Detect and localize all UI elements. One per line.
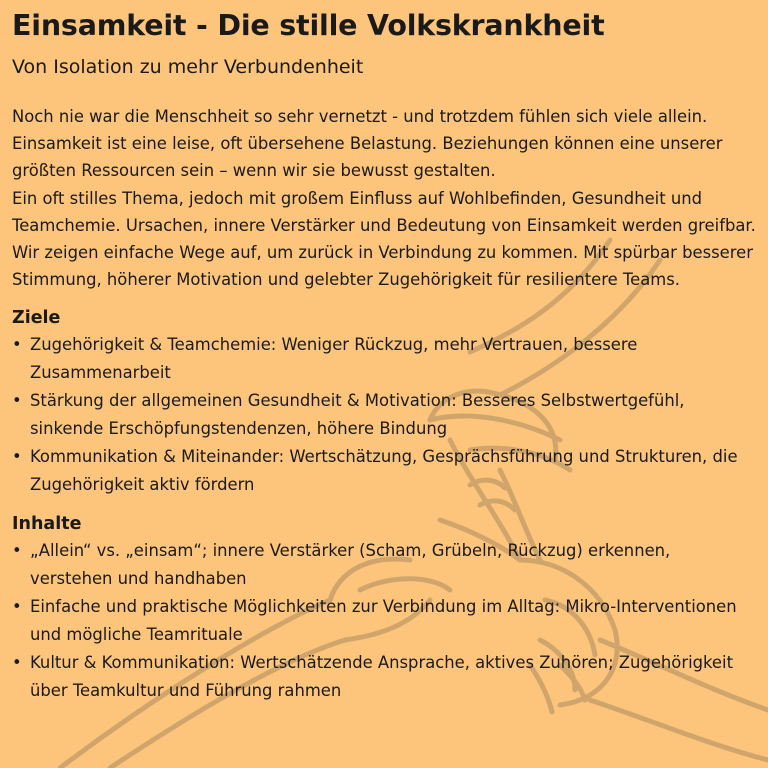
inhalte-list — [12, 537, 756, 705]
ziele-heading: Ziele — [12, 308, 61, 329]
intro-paragraph-2: Ein oft stilles Thema, jedoch mit großem Einfluss auf Wohlbefinden, Gesundheit und Teamchemie. Ursachen, innere Verstärker und Bedeutung von Einsamkeit werden greifbar. Wir zeigen einfache Wege auf, um zurück in Verbindung zu kommen. Mit spürbar besserer Stimmung, höherer Motivation und gelebter Zugehörigkeit für resilientere Teams. — [12, 188, 756, 290]
page-subtitle: Von Isolation zu mehr Verbundenheit — [12, 56, 364, 78]
list-item: • Einfache und praktische Möglichkeiten zur Verbindung im Alltag: Mikro-Interventionen und mögliche Teamrituale — [12, 593, 756, 649]
inhalte-heading: Inhalte — [12, 514, 82, 535]
list-item: • Zugehörigkeit & Teamchemie: Weniger Rückzug, mehr Vertrauen, bessere Zusammenarbeit — [12, 331, 756, 387]
inhalte-section — [12, 511, 756, 705]
list-item: • Stärkung der allgemeinen Gesundheit & Motivation: Besseres Selbstwertgefühl, sinkende Erschöpfungstendenzen, höhere Bindung — [12, 387, 756, 443]
intro-paragraph-1: Noch nie war die Menschheit so sehr vernetzt - und trotzdem fühlen sich viele allein. Einsamkeit ist eine leise, oft übersehene Belastung. Beziehungen können eine unserer größten Ressourcen sein – wenn wir sie bewusst gestalten. — [12, 107, 723, 181]
list-item: • „Allein“ vs. „einsam“; innere Verstärker (Scham, Grübeln, Rückzug) erkennen, verstehen und handhaben — [12, 537, 756, 593]
list-item: • Kultur & Kommunikation: Wertschätzende Ansprache, aktives Zuhören; Zugehörigkeit über Teamkultur und Führung rahmen — [12, 649, 756, 705]
list-item: • Kommunikation & Miteinander: Wertschätzung, Gesprächsführung und Strukturen, die Zugehörigkeit aktiv fördern — [12, 443, 756, 499]
page-title: Einsamkeit - Die stille Volkskrankheit — [12, 9, 605, 42]
ziele-section — [12, 305, 756, 499]
ziele-list — [12, 331, 756, 499]
intro-text — [12, 103, 756, 293]
